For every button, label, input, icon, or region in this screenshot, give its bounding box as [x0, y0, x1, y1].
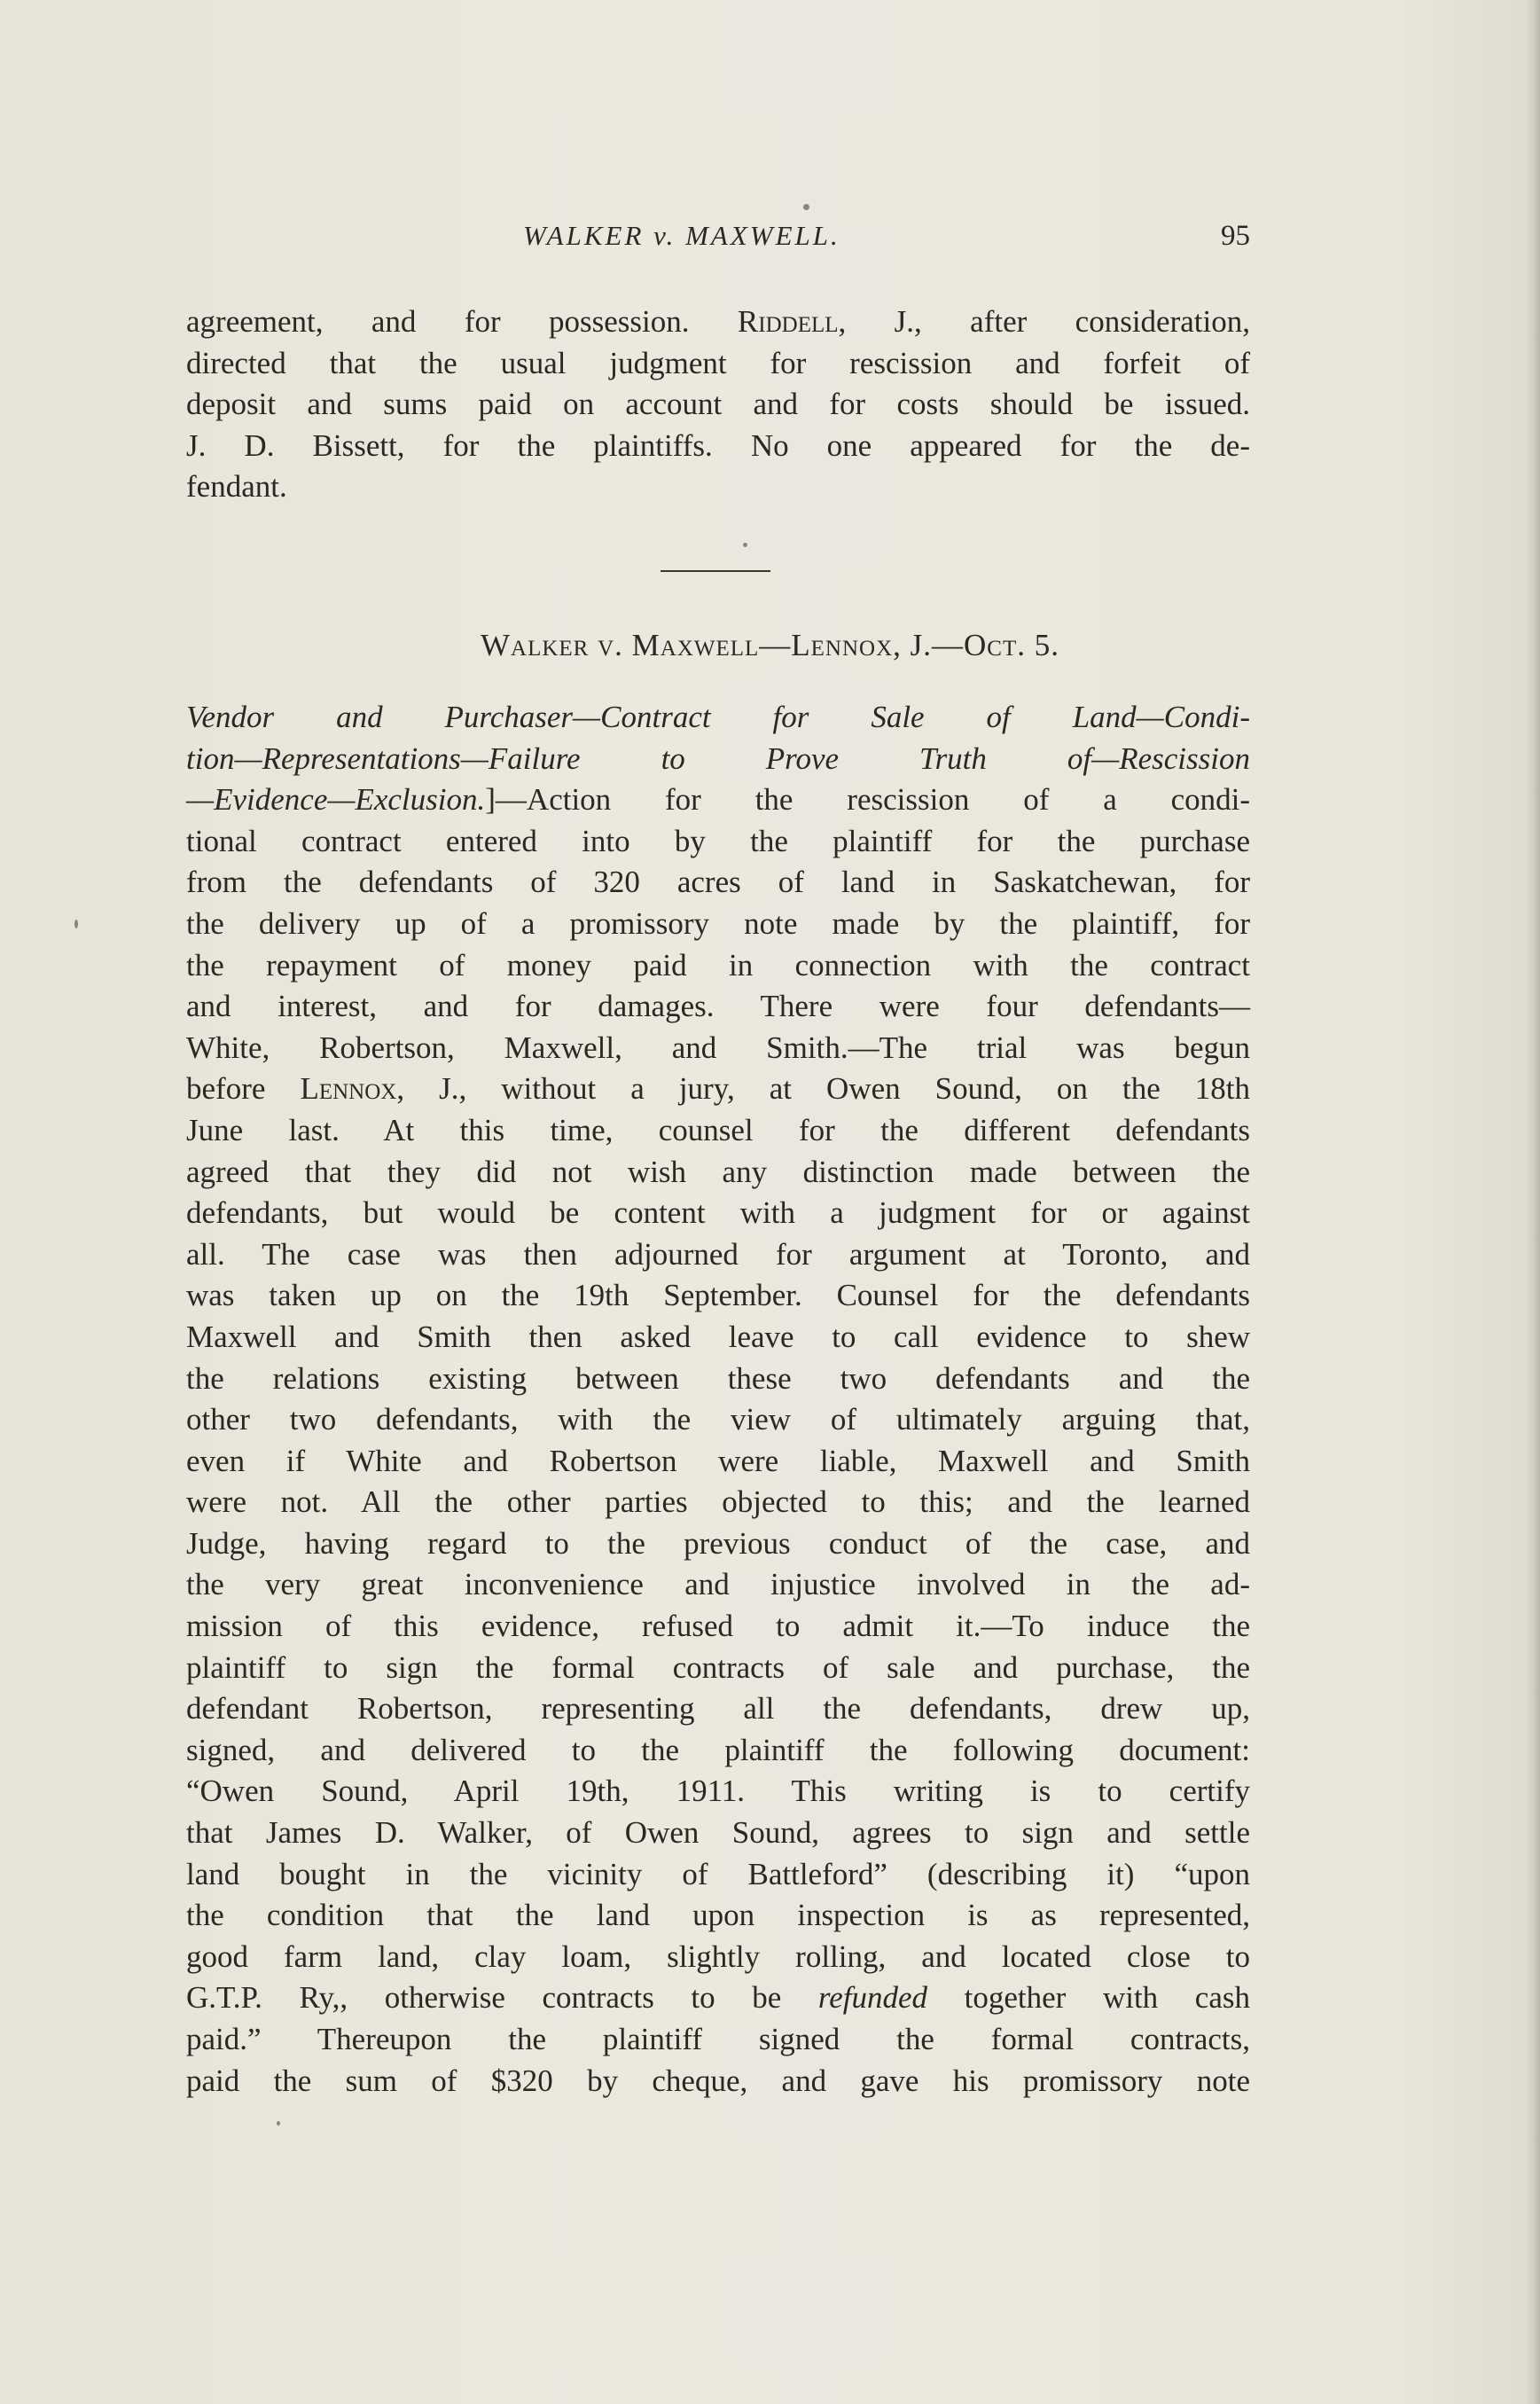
- case-body: [186, 697, 1250, 2102]
- text-line: even if White and Robertson were liable, Maxwell and Smith: [186, 1443, 1250, 1478]
- text-line: J. D. Bissett, for the plaintiffs. No one appeared for the de-: [186, 427, 1250, 463]
- text-line: White, Robertson, Maxwell, and Smith.—The trial was begun: [186, 1030, 1250, 1065]
- text-line: from the defendants of 320 acres of land in Saskatchewan, for: [186, 865, 1250, 900]
- paper-speck: [803, 204, 809, 210]
- text-line: signed, and delivered to the plaintiff the following document:: [186, 1732, 1250, 1767]
- previous-case-paragraph: [186, 301, 1250, 508]
- text-line: the repayment of money paid in connection with the contract: [186, 947, 1250, 983]
- text-line: tional contract entered into by the plaintiff for the purchase: [186, 823, 1250, 858]
- text-line: the condition that the land upon inspection is as represented,: [186, 1898, 1250, 1933]
- text-line: agreed that they did not wish any distinction made between the: [186, 1154, 1250, 1189]
- text-line: defendants, but would be content with a judgment for or against: [186, 1195, 1250, 1231]
- text-line: June last. At this time, counsel for the different defendants: [186, 1112, 1250, 1147]
- text-line: paid the sum of $320 by cheque, and gave his promissory note: [186, 2063, 1250, 2098]
- text-line: the delivery up of a promissory note made by the plaintiff, for: [186, 905, 1250, 941]
- text-line: were not. All the other parties objected to this; and the learned: [186, 1484, 1250, 1520]
- text-line: defendant Robertson, representing all the defendants, drew up,: [186, 1691, 1250, 1727]
- text-line: “Owen Sound, April 19th, 1911. This writing is to certify: [186, 1774, 1250, 1809]
- text-line: Maxwell and Smith then asked leave to call evidence to shew: [186, 1319, 1250, 1354]
- paper-speck: [277, 2121, 280, 2126]
- page-edge-shadow: [1524, 0, 1540, 2404]
- text-line: —Evidence—Exclusion.]—Action for the rescission of a condi-: [186, 782, 1250, 818]
- text-line: before Lennox, J., without a jury, at Owen Sound, on the 18th: [186, 1071, 1250, 1107]
- catchwords-line: tion—Representations—Failure to Prove Truth of—Rescission: [186, 740, 1250, 776]
- text-line: was taken up on the 19th September. Counsel for the defendants: [186, 1278, 1250, 1313]
- text-line: G.T.P. Ry,, otherwise contracts to be refunded together with cash: [186, 1980, 1250, 2016]
- section-divider: [661, 570, 770, 572]
- text-line: and interest, and for damages. There were four defendants—: [186, 989, 1250, 1024]
- text-line: land bought in the vicinity of Battleford” (describing it) “upon: [186, 1856, 1250, 1891]
- text-line: directed that the usual judgment for rescission and forfeit of: [186, 345, 1250, 380]
- catchwords-line: Vendor and Purchaser—Contract for Sale of Land—Condi-: [186, 700, 1250, 734]
- page-header: [186, 220, 1250, 264]
- text-line: other two defendants, with the view of ultimately arguing that,: [186, 1402, 1250, 1437]
- text-line: mission of this evidence, refused to admit it.—To induce the: [186, 1609, 1250, 1644]
- text-line: paid.” Thereupon the plaintiff signed the formal contracts,: [186, 2022, 1250, 2056]
- text-line: agreement, and for possession. Riddell, J., after consideration,: [186, 304, 1250, 339]
- text-line: that James D. Walker, of Owen Sound, agrees to sign and settle: [186, 1815, 1250, 1851]
- text-line: deposit and sums paid on account and for costs should be issued.: [186, 387, 1250, 422]
- text-line: fendant.: [186, 469, 287, 505]
- case-heading: Walker v. Maxwell—Lennox, J.—Oct. 5.: [480, 628, 1059, 662]
- text-line: the relations existing between these two defendants and the: [186, 1360, 1250, 1396]
- text-line: good farm land, clay loam, slightly rolling, and located close to: [186, 1938, 1250, 1974]
- text-line: all. The case was then adjourned for argument at Toronto, and: [186, 1236, 1250, 1272]
- text-line: the very great inconvenience and injustice involved in the ad-: [186, 1567, 1250, 1602]
- paper-speck: [743, 543, 747, 547]
- page-number: 95: [1221, 220, 1250, 252]
- paper-speck: [74, 920, 78, 928]
- text-line: plaintiff to sign the formal contracts of sale and purchase, the: [186, 1649, 1250, 1685]
- text-line: Judge, having regard to the previous conduct of the case, and: [186, 1525, 1250, 1561]
- running-title: WALKER v. MAXWELL.: [523, 220, 840, 251]
